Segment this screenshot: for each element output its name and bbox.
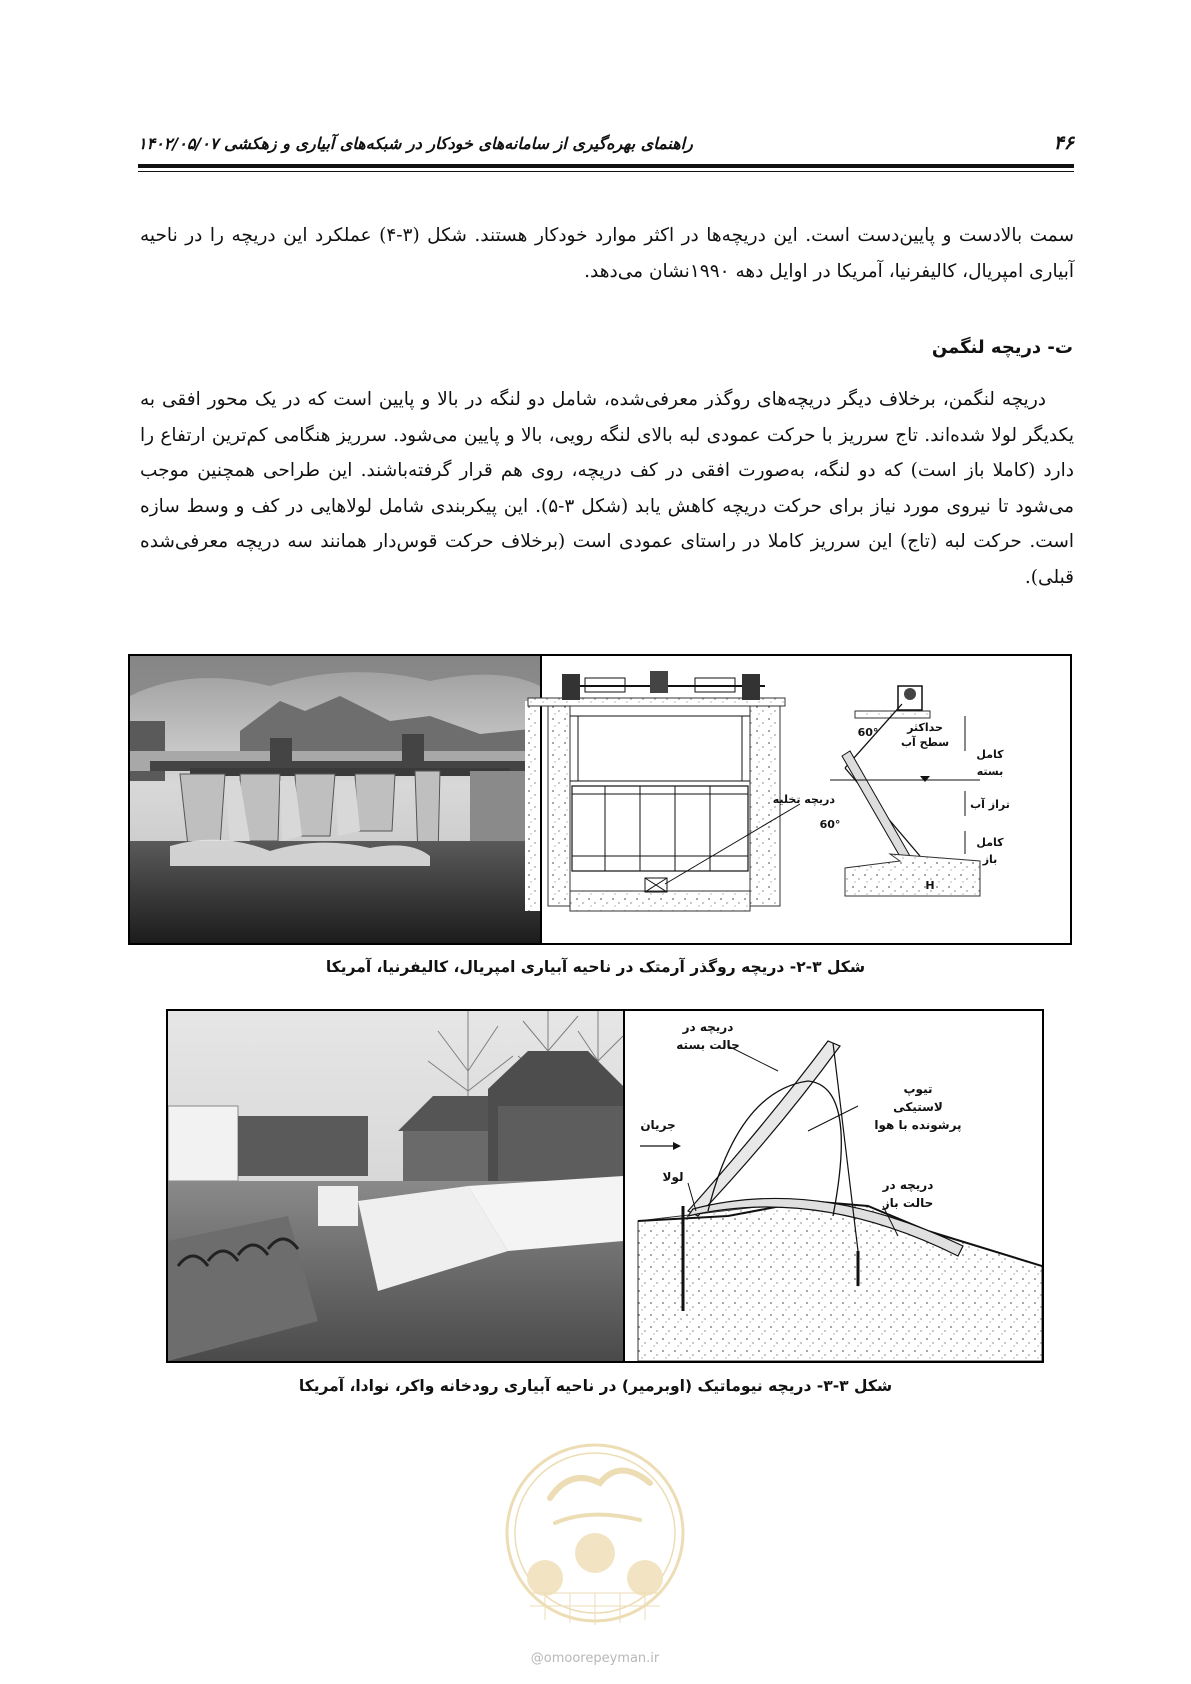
- gate-photo: [130, 656, 540, 943]
- page-number: ۴۶: [1053, 132, 1074, 154]
- section-heading: ت- دریچه لنگمن: [931, 337, 1073, 358]
- watermark-site: @omoorepeyman.ir: [530, 1651, 660, 1666]
- label-closed-1: کامل: [976, 748, 1004, 761]
- figure-1-graphic: [130, 656, 1070, 943]
- pneumatic-gate-photo: [168, 1011, 623, 1361]
- header-rule: [138, 164, 1074, 168]
- gate-front-drawing: [525, 671, 835, 911]
- label-max-level-2: سطح آب: [900, 736, 950, 749]
- paragraph-2: دریچه لنگمن، برخلاف دیگر دریچه‌های روگذر معرفی‌شده، شامل دو لنگه در بالا و پایین است که در یک محور افقی به یکدیگر لولا شده‌اند. تاج سرریز با حرکت عمودی لبه بالای لنگه رویی، بالا و پایین می‌شود. سرریز هنگامی کم‌ترین ارتفاع را دارد (کاملا باز است) که دو لنگه، به‌صورت افقی در کف دریچه، روی هم قرار گرفته‌باشند. این طراحی همچنین موجب می‌شود تا نیروی مورد نیاز برای حرکت دریچه کاهش یابد (شکل ۳-۵). این پیکربندی شامل لولاهایی در کف و وسط سازه است. حرکت لبه (تاج) این سرریز کاملا در راستای عمودی است (برخلاف حرکت قوس‌دار همانند سه دریچه معرفی‌شده قبلی).: [140, 389, 1075, 588]
- figure-1: [128, 654, 1072, 945]
- label-flow: جریان: [640, 1118, 676, 1132]
- watermark-logo: [500, 1428, 690, 1638]
- label-open-2: حالت باز: [882, 1196, 934, 1210]
- label-open-1: کامل: [976, 836, 1004, 849]
- label-max-level-1: حداکثر: [907, 721, 943, 734]
- label-tube-3: پرشونده با هوا: [874, 1118, 962, 1132]
- label-closed-2: حالت بسته: [676, 1038, 740, 1052]
- pneumatic-gate-diagram: [638, 1020, 1042, 1361]
- label-tube-1: تیوپ: [903, 1082, 933, 1096]
- figure-2: [166, 1009, 1044, 1363]
- label-hinge: لولا: [662, 1170, 684, 1184]
- label-h: H: [925, 879, 935, 892]
- watermark-text: امورپیمان: [592, 1528, 598, 1529]
- paragraph-1: سمت بالادست و پایین‌دست است. این دریچه‌ها در اکثر موارد خودکار هستند. شکل (۳-۴) عملکرد این دریچه را در ناحیه آبیاری امپریال، کالیفرنیا، آمریکا در اوایل دهه ۱۹۹۰نشان می‌دهد.: [140, 225, 1074, 282]
- figure-2-caption: شکل ۳-۳- دریچه نیوماتیک (اوبرمیر) در ناحیه آبیاری رودخانه واکر، نوادا، آمریکا: [298, 1377, 893, 1395]
- page-header: [138, 128, 1074, 168]
- gate-section-drawing: [820, 686, 1010, 896]
- figure-1-caption: شکل ۳-۲- دریچه روگذر آرمتک در ناحیه آبیاری امپریال، کالیفرنیا، آمریکا: [325, 958, 866, 976]
- label-open-1: دریچه در: [882, 1178, 934, 1192]
- label-tube-2: لاستیکی: [893, 1100, 943, 1114]
- label-angle-top: 60°: [857, 726, 879, 739]
- running-title: راهنمای بهره‌گیری از سامانه‌های خودکار در شبکه‌های آبیاری و زهکشی ۱۴۰۲/۰۵/۰۷: [138, 134, 693, 153]
- label-water-level: تراز آب: [970, 798, 1010, 811]
- label-drain-gate: دریچه تخلیه: [772, 793, 835, 806]
- label-closed-1: دریچه در: [682, 1020, 734, 1034]
- label-open-2: باز: [982, 853, 998, 866]
- label-closed-2: بسته: [976, 765, 1004, 778]
- figure-2-graphic: [168, 1011, 1042, 1361]
- label-angle-bottom: 60°: [819, 818, 841, 831]
- header-rule-thin: [138, 171, 1074, 172]
